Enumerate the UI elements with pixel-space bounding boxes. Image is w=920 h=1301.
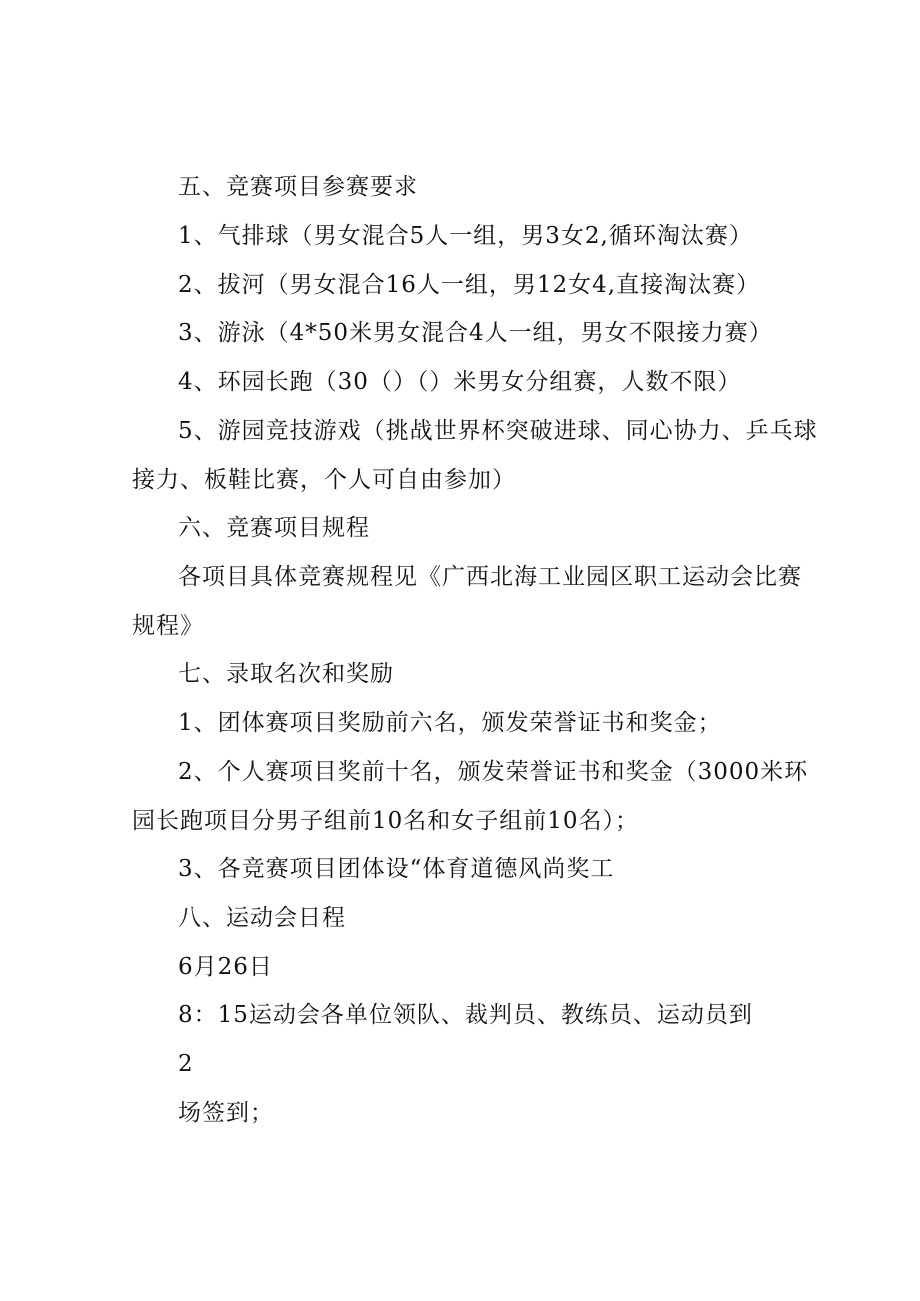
section-five-item-3: 3、游泳（4*50米男女混合4人一组，男女不限接力赛）: [178, 320, 773, 346]
section-eight-continuation: 场签到；: [178, 1100, 274, 1126]
section-five-item-5-line-1: 5、游园竞技游戏（挑战世界杯突破进球、同心协力、乒乓球: [178, 418, 818, 444]
section-seven-item-3: 3、各竞赛项目团体设“体育道德风尚奖工: [178, 856, 615, 882]
section-five-item-5-line-2: 接力、板鞋比赛，个人可自由参加）: [132, 467, 516, 493]
section-eight-heading: 八、运动会日程: [178, 905, 346, 931]
section-eight-date: 6月26日: [178, 954, 273, 980]
section-seven-heading: 七、录取名次和奖励: [178, 661, 394, 687]
section-six-heading: 六、竞赛项目规程: [178, 515, 370, 541]
section-eight-time-line: 8：15运动会各单位领队、裁判员、教练员、运动员到: [178, 1002, 753, 1028]
section-five-item-1: 1、气排球（男女混合5人一组，男3女2,循环淘汰赛）: [178, 223, 753, 249]
page-number: 2: [178, 1051, 194, 1077]
section-five-item-4: 4、环园长跑（30（）（）米男女分组赛，人数不限）: [178, 369, 742, 395]
section-six-text-line-2: 规程》: [132, 613, 204, 639]
section-five-item-2: 2、拔河（男女混合16人一组，男12女4,直接淘汰赛）: [178, 272, 761, 298]
section-seven-item-2-line-2: 园长跑项目分男子组前10名和女子组前10名）；: [132, 808, 640, 834]
section-five-heading: 五、竞赛项目参赛要求: [178, 174, 418, 200]
section-seven-item-2-line-1: 2、个人赛项目奖前十名，颁发荣誉证书和奖金（3000米环: [178, 759, 809, 785]
section-six-text-line-1: 各项目具体竞赛规程见《广西北海工业园区职工运动会比赛: [178, 564, 802, 590]
section-seven-item-1: 1、团体赛项目奖励前六名，颁发荣誉证书和奖金；: [178, 710, 722, 736]
